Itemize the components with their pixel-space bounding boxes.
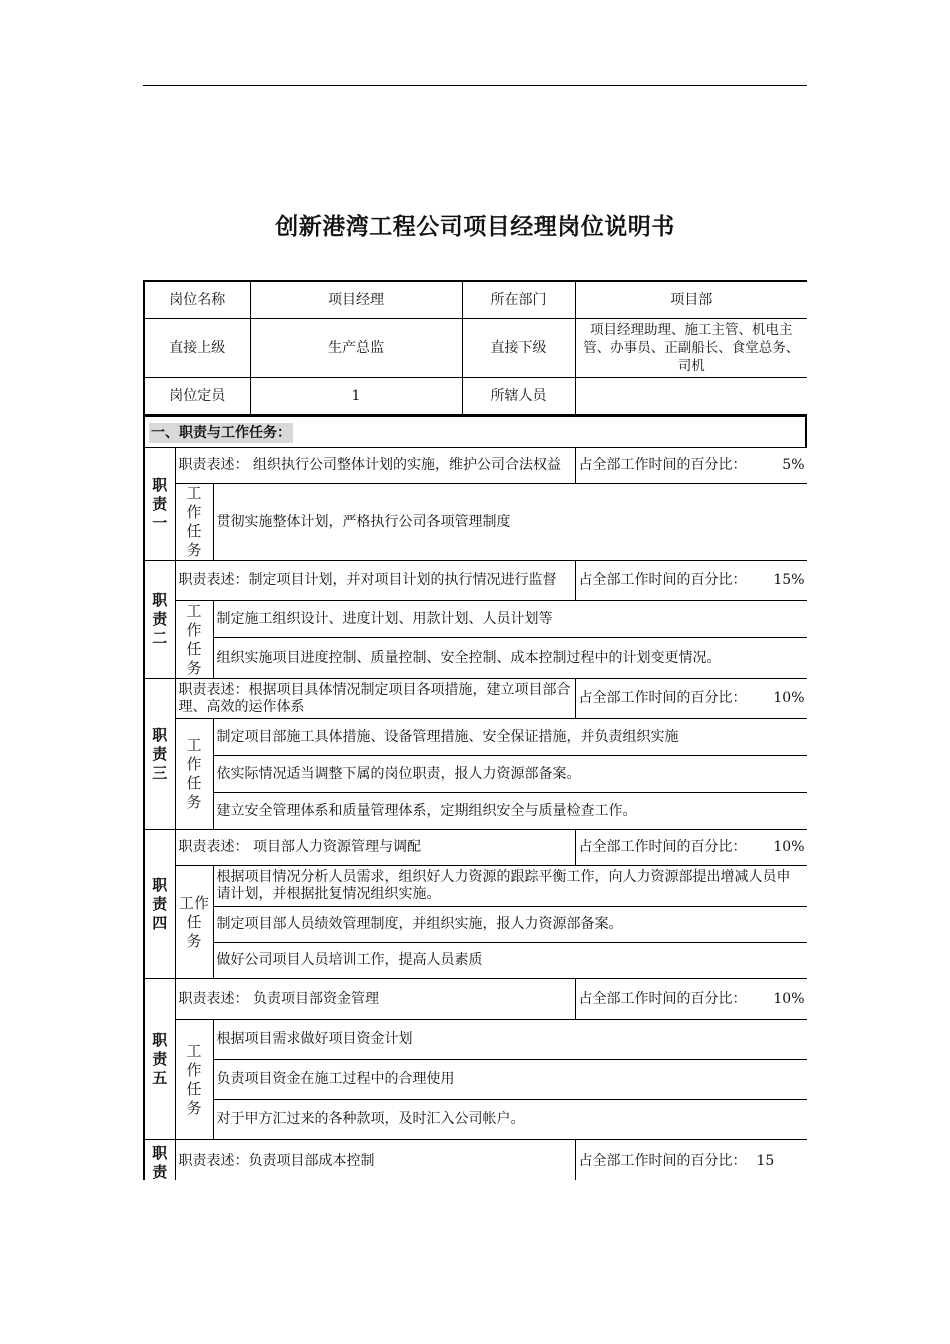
duty-4-tasks-label: 工作 任 务	[175, 866, 213, 979]
label-position-name: 岗位名称	[144, 281, 250, 319]
duty-5-tasks-label: 工 作 任 务	[175, 1020, 213, 1140]
label-department: 所在部门	[462, 281, 575, 319]
table-row	[144, 679, 807, 719]
pct-value: 15%	[773, 572, 805, 588]
duty-5-task-2: 负责项目资金在施工过程中的合理使用	[213, 1060, 807, 1100]
table-row	[144, 1140, 807, 1181]
table-row	[144, 1020, 807, 1060]
pct-label: 占全部工作时间的百分比：	[578, 990, 747, 1007]
value-headcount: 1	[250, 378, 462, 415]
duty-1-pct	[575, 448, 807, 484]
duty-3-tasks-label: 工 作 任 务	[175, 719, 213, 830]
duty-4-desc: 职责表述： 项目部人力资源管理与调配	[175, 830, 575, 866]
duty-2-tasks-label: 工 作 任 务	[175, 601, 213, 679]
section-title: 一、职责与工作任务：	[151, 425, 291, 441]
table-row	[144, 281, 807, 319]
pct-value: 15	[756, 1152, 775, 1169]
table-row	[144, 601, 807, 638]
value-position-name: 项目经理	[250, 281, 462, 319]
basic-info-table	[143, 280, 807, 415]
pct-value: 10%	[773, 690, 805, 706]
table-row	[144, 1100, 807, 1140]
job-description-form	[143, 280, 807, 1180]
table-row	[144, 866, 807, 907]
duty-6-label: 职 责	[144, 1140, 175, 1181]
duty-4-pct	[575, 830, 807, 866]
duty-1-desc: 职责表述： 组织执行公司整体计划的实施，维护公司合法权益	[175, 448, 575, 484]
table-row	[144, 378, 807, 415]
duty-4-task-2: 制定项目部人员绩效管理制度，并组织实施，报人力资源部备案。	[213, 907, 807, 943]
table-row	[144, 319, 807, 378]
value-staff	[575, 378, 807, 415]
pct-label: 占全部工作时间的百分比：	[578, 457, 747, 473]
duty-3-task-2: 依实际情况适当调整下属的岗位职责，报人力资源部备案。	[213, 756, 807, 793]
pct-label: 占全部工作时间的百分比：	[578, 690, 747, 706]
label-staff: 所辖人员	[462, 378, 575, 415]
table-row	[144, 979, 807, 1020]
duty-5-desc: 职责表述： 负责项目部资金管理	[175, 979, 575, 1020]
table-row	[144, 830, 807, 866]
duty-5-task-1: 根据项目需求做好项目资金计划	[213, 1020, 807, 1060]
duty-6-desc: 职责表述：负责项目部成本控制	[175, 1140, 575, 1181]
pct-label: 占全部工作时间的百分比：	[578, 572, 747, 588]
value-department: 项目部	[575, 281, 807, 319]
duty-4-label: 职 责 四	[144, 830, 175, 979]
duty-3-task-3: 建立安全管理体系和质量管理体系，定期组织安全与质量检查工作。	[213, 793, 807, 830]
duty-3-task-1: 制定项目部施工具体措施、设备管理措施、安全保证措施，并负责组织实施	[213, 719, 807, 756]
duty-2-desc: 职责表述：制定项目计划，并对项目计划的执行情况进行监督	[175, 561, 575, 601]
table-row	[144, 1060, 807, 1100]
table-row	[144, 756, 807, 793]
duty-4-task-1: 根据项目情况分析人员需求，组织好人力资源的跟踪平衡工作，向人力资源部提出增减人员申请计划，并根据批复情况组织实施。	[213, 866, 807, 907]
duty-5-task-3: 对于甲方汇过来的各种款项，及时汇入公司帐户。	[213, 1100, 807, 1140]
pct-value: 10%	[773, 839, 805, 855]
duty-1-label: 职 责 一	[144, 448, 175, 561]
table-row	[144, 793, 807, 830]
table-row	[144, 638, 807, 679]
value-subordinates: 项目经理助理、施工主管、机电主管、办事员、正副船长、食堂总务、司机	[575, 319, 807, 378]
page-title: 创新港湾工程公司项目经理岗位说明书	[275, 214, 675, 240]
table-row	[144, 484, 807, 561]
duty-2-pct	[575, 561, 807, 601]
duty-3-label: 职 责 三	[144, 679, 175, 830]
pct-value: 5%	[782, 457, 805, 473]
pct-label: 占全部工作时间的百分比：	[578, 1152, 747, 1169]
label-headcount: 岗位定员	[144, 378, 250, 415]
duty-2-label: 职 责 二	[144, 561, 175, 679]
duty-3-pct	[575, 679, 807, 719]
table-row	[144, 943, 807, 979]
duty-2-task-2: 组织实施项目进度控制、质量控制、安全控制、成本控制过程中的计划变更情况。	[213, 638, 807, 679]
table-row	[144, 561, 807, 601]
value-superior: 生产总监	[250, 319, 462, 378]
section-heading	[143, 415, 807, 447]
table-row	[144, 907, 807, 943]
table-row	[144, 448, 807, 484]
duty-4-task-3: 做好公司项目人员培训工作，提高人员素质	[213, 943, 807, 979]
duty-1-tasks-label: 工 作 任 务	[175, 484, 213, 561]
label-superior: 直接上级	[144, 319, 250, 378]
duty-2-task-1: 制定施工组织设计、进度计划、用款计划、人员计划等	[213, 601, 807, 638]
duties-table	[143, 447, 807, 1180]
duty-5-pct	[575, 979, 807, 1020]
duty-1-task-1: 贯彻实施整体计划，严格执行公司各项管理制度	[213, 484, 807, 561]
table-row	[144, 719, 807, 756]
duty-6-pct	[575, 1140, 807, 1181]
pct-label: 占全部工作时间的百分比：	[578, 839, 747, 855]
duty-3-desc: 职责表述：根据项目具体情况制定项目各项措施，建立项目部合理、高效的运作体系	[175, 679, 575, 719]
label-subordinates: 直接下级	[462, 319, 575, 378]
pct-value: 10%	[773, 990, 805, 1007]
duty-5-label: 职 责 五	[144, 979, 175, 1140]
header-rule	[143, 85, 807, 86]
